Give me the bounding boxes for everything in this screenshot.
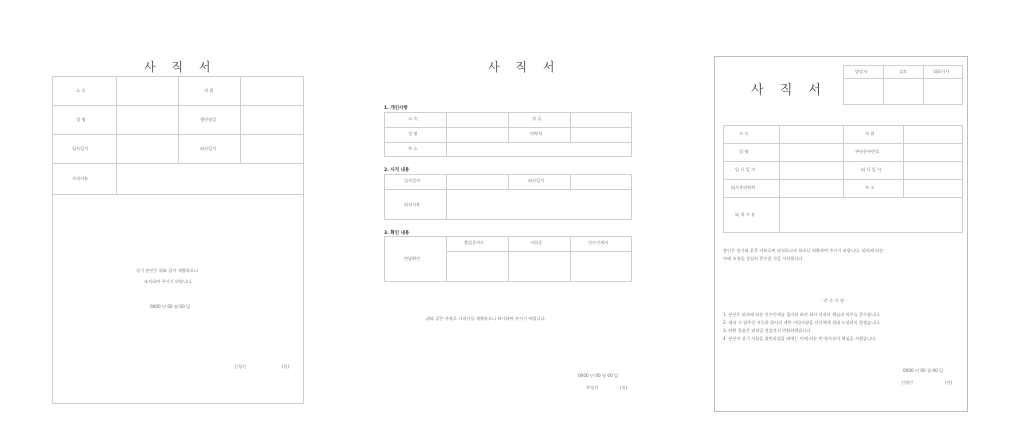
label-leave-date: 퇴사일자 (200, 146, 217, 151)
s3-header-pass: 출입증카드 (464, 240, 485, 245)
oath-item-1: 1. 본인은 퇴직에 따른 인수인계를 철저히 하며 회사 사직의 책임과 의무를 준수합니다. (723, 312, 881, 317)
body-line-1: 상기 본인은 위와 같이 제출하오니 (136, 268, 198, 273)
oath-item-3: 3. 반환 물품은 퇴직일 전일까지 반환하겠습니다. (723, 328, 812, 333)
label-position: 직 위 (204, 88, 214, 93)
date-line: 0000 년 00 월 00 일 (578, 373, 619, 378)
oath-item-4: 4. 본인이 상기 사항을 위반하였을 때에는 이에 따른 민·형사상의 책임을 지겠습니다. (723, 336, 877, 341)
label-name: 성 명 (76, 117, 86, 122)
label-affiliation: 소 속 (76, 88, 86, 93)
oath-item-2: 2. 재직 시 업무상 지득한 회사의 제반 비밀사항을 타인에게 절대 누설하지 않겠습니다. (723, 320, 881, 325)
applicant-label: 신청인 (901, 380, 914, 385)
label-address: 주 소 (865, 185, 875, 190)
s3-header-handover: 인수인계서 (588, 240, 609, 245)
label-birthdate: 생년월일 (200, 117, 217, 122)
label-leave-date: 퇴 사 일 자 (861, 167, 882, 172)
writer-label: 작성자 (586, 385, 599, 390)
seal-mark: (인) (620, 385, 628, 390)
applicant-label: 신청인 (234, 364, 247, 369)
seal-mark: (인) (282, 364, 290, 369)
section-confirmation: 3. 확인 내용 (384, 231, 410, 236)
s3-label-return: 반납확인 (404, 256, 421, 261)
s1-label-grade: 직 급 (532, 116, 542, 121)
form-title: 사 직 서 (751, 83, 827, 98)
label-join-date: 입사일자 (72, 146, 89, 151)
oath-title: - 준 수 사 항 - (821, 298, 847, 303)
s1-label-name: 성 명 (408, 131, 418, 136)
intro-line-1: 본인은 상기와 같은 사유로써 퇴직하고자 하오니 허락하여 주시기 바랍니다. 퇴직에 따른 (723, 248, 884, 253)
body-line-2: 조치하여 주시기 바랍니다. (144, 279, 193, 284)
s3-header-id: 지원증 (530, 240, 543, 245)
date-line: 0000 년 00 월 00 일 (150, 304, 191, 309)
s2-label-reason: 퇴직사유 (404, 202, 421, 207)
label-affiliation: 소 속 (739, 131, 749, 136)
s1-label-contact: 연락처 (530, 131, 543, 136)
approval-ceo: 대표이사 (933, 69, 950, 74)
resignation-form-2 (376, 48, 644, 408)
statement: 위와 같은 사유로 사직서를 제출하오니 허가하여 주시기 바랍니다. (426, 316, 546, 321)
label-post-contact: 퇴사후연락처 (731, 185, 756, 190)
label-reason: 퇴 직 사 유 (735, 212, 756, 217)
intro-line-2: 아래 조항을 성실히 준수할 것을 서약합니다. (723, 256, 804, 261)
label-resident-number: 주민등록번호 (855, 149, 880, 154)
label-reason: 사직사유 (72, 176, 89, 181)
resignation-form-1 (40, 48, 308, 408)
resignation-form-3 (714, 56, 968, 412)
approval-staff: 담당자 (855, 69, 868, 74)
s1-label-address: 주 소 (408, 146, 418, 151)
form-title: 사 직 서 (488, 60, 561, 74)
approval-review: 검토 (899, 69, 908, 74)
date-line: 0000 년 00 월 00 일 (903, 368, 944, 373)
label-name: 성 명 (739, 149, 749, 154)
label-position: 직 위 (865, 131, 875, 136)
s1-label-affiliation: 소 속 (408, 116, 418, 121)
label-join-date: 입 사 일 자 (735, 167, 756, 172)
s2-label-leave: 퇴사일자 (528, 178, 545, 183)
s2-label-join: 입사일자 (404, 178, 421, 183)
form-title: 사 직 서 (144, 60, 217, 74)
section-resignation: 2. 사직 내용 (384, 168, 410, 173)
seal-mark: (인) (945, 380, 953, 385)
section-personal: 1. 개인사항 (384, 106, 408, 111)
